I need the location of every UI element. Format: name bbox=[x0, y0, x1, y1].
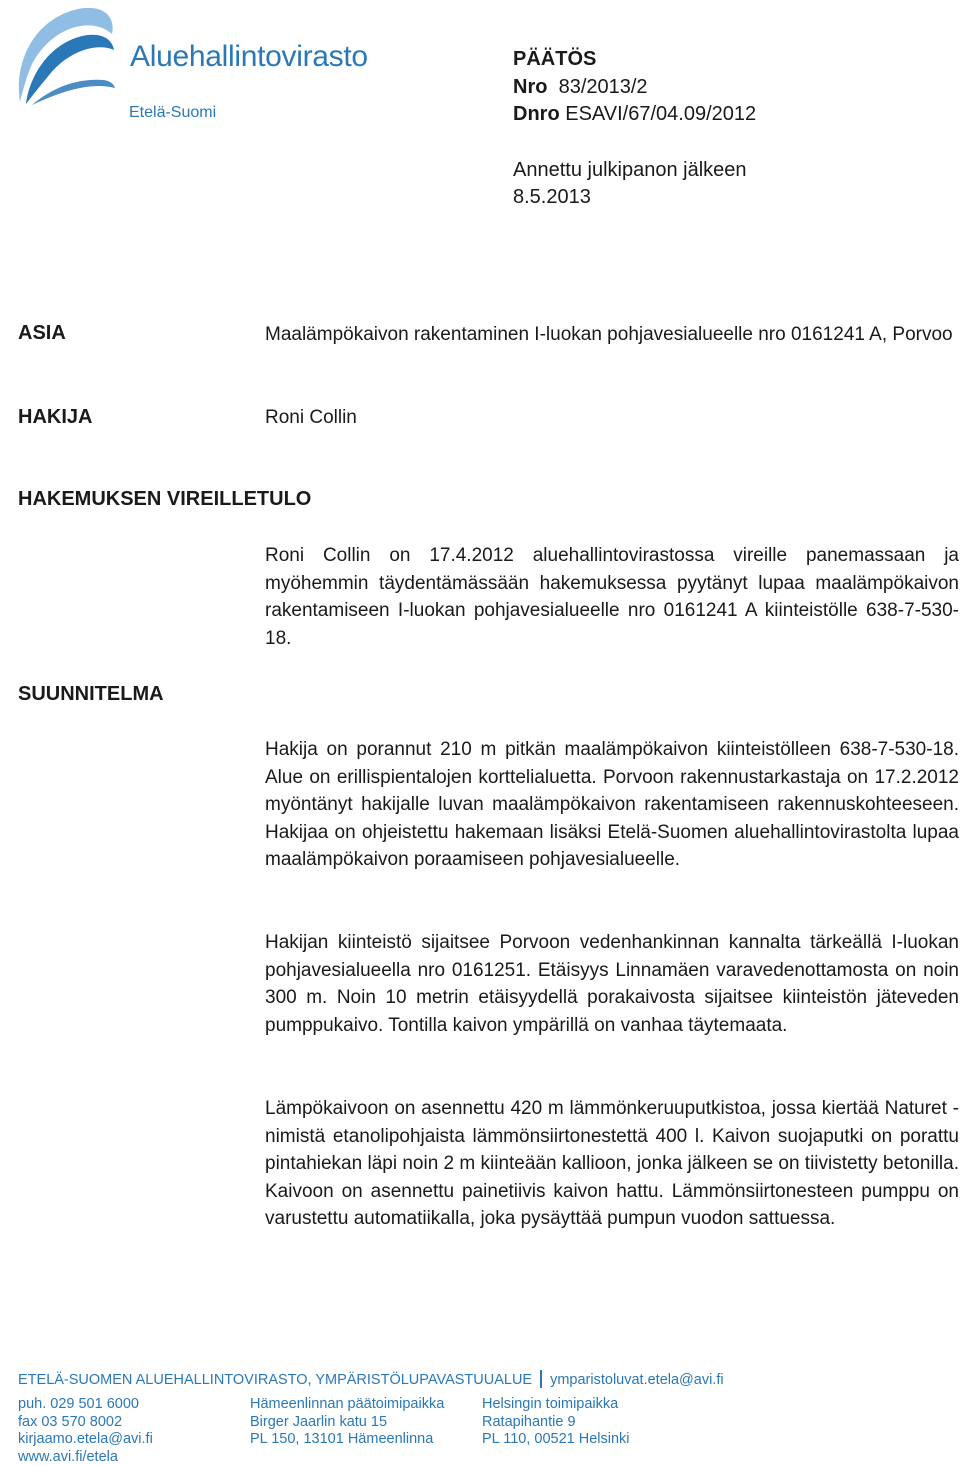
doc-type: PÄÄTÖS bbox=[513, 48, 596, 70]
agency-logo bbox=[12, 4, 392, 114]
vireilletulo-text: Roni Collin on 17.4.2012 aluehallintovirastossa vireille panemassaan ja myöhemmin täydentämässään hakemuksessa pyytänyt lupaa maalämpökaivon rakentamiseen I-luokan pohjavesialueelle nro 0161241 A kiinteistölle 638-7-530-18. bbox=[265, 542, 959, 652]
hakija-text: Roni Collin bbox=[265, 404, 959, 432]
asia-label: ASIA bbox=[18, 322, 66, 345]
nro-label: Nro bbox=[513, 76, 547, 98]
footer-helsinki-po: PL 110, 00521 Helsinki bbox=[482, 1431, 630, 1449]
footer-phone: puh. 029 501 6000 bbox=[18, 1396, 153, 1414]
footer-helsinki-column bbox=[482, 1396, 630, 1449]
page-footer bbox=[18, 1370, 948, 1390]
footer-hq-title: Hämeenlinnan päätoimipaikka bbox=[250, 1396, 444, 1414]
footer-hameenlinna-column bbox=[250, 1396, 444, 1449]
dnro-label: Dnro bbox=[513, 103, 560, 125]
dnro-value: ESAVI/67/04.09/2012 bbox=[565, 103, 756, 125]
footer-helsinki-title: Helsingin toimipaikka bbox=[482, 1396, 630, 1414]
footer-hq-street: Birger Jaarlin katu 15 bbox=[250, 1414, 444, 1432]
nro-value: 83/2013/2 bbox=[559, 76, 648, 98]
vireilletulo-label: HAKEMUKSEN VIREILLETULO bbox=[18, 488, 311, 511]
given-date-line2: 8.5.2013 bbox=[513, 184, 756, 212]
footer-fax: fax 03 570 8002 bbox=[18, 1414, 153, 1432]
hakija-label: HAKIJA bbox=[18, 406, 92, 429]
suunnitelma-label: SUUNNITELMA bbox=[18, 683, 164, 706]
asia-text: Maalämpökaivon rakentaminen I-luokan pohjavesialueelle nro 0161241 A, Porvoo bbox=[265, 321, 959, 349]
footer-helsinki-street: Ratapihantie 9 bbox=[482, 1414, 630, 1432]
suunnitelma-paragraph-3: Lämpökaivoon on asennettu 420 m lämmönkeruuputkistoa, jossa kiertää Naturet -nimistä etanolipohjaista lämmönsiirtonestettä 400 l. Kaivon suojaputki on porattu pintahiekan läpi noin 2 m kiinteään kallioon, jonka jälkeen se on tiivistetty betonilla. Kaivoon on asennettu painetiivis kaivon hattu. Lämmönsiirtonesteen pumppu on varustettu automatiikalla, joka pysäyttää pumpun vuodon sattuessa. bbox=[265, 1095, 959, 1233]
decision-header bbox=[513, 46, 756, 212]
footer-website[interactable]: www.avi.fi/etela bbox=[18, 1449, 153, 1466]
footer-email-main[interactable]: ymparistoluvat.etela@avi.fi bbox=[550, 1372, 723, 1388]
logo-emblem-icon bbox=[12, 4, 122, 109]
given-date-line1: Annettu julkipanon jälkeen bbox=[513, 157, 756, 185]
region-label: Etelä-Suomi bbox=[129, 104, 216, 122]
footer-email[interactable]: kirjaamo.etela@avi.fi bbox=[18, 1431, 153, 1449]
footer-org: ETELÄ-SUOMEN ALUEHALLINTOVIRASTO, YMPÄRISTÖLUPAVASTUUALUE bbox=[18, 1372, 532, 1388]
suunnitelma-paragraph-1: Hakija on porannut 210 m pitkän maalämpökaivon kiinteistölleen 638-7-530-18. Alue on erillispientalojen korttelialuetta. Porvoon rakennustarkastaja on 17.2.2012 myöntänyt hakijalle luvan maalämpökaivon rakentamiseen rakennuskohteeseen. Hakijaa on ohjeistettu hakemaan lisäksi Etelä-Suomen aluehallintovirastolta lupaa maalämpökaivon poraamiseen pohjavesialueelle. bbox=[265, 736, 959, 874]
suunnitelma-paragraph-2: Hakijan kiinteistö sijaitsee Porvoon vedenhankinnan kannalta tärkeällä I-luokan pohjavesialueella nro 0161251. Etäisyys Linnamäen varavedenottamosta on noin 300 m. Noin 10 metrin etäisyydellä porakaivosta sijaitsee kiinteistön jäteveden pumppukaivo. Tontilla kaivon ympärillä on vanhaa täytemaata. bbox=[265, 929, 959, 1039]
logo-wordmark: Aluehallintovirasto bbox=[130, 40, 368, 74]
footer-contact-column bbox=[18, 1396, 153, 1466]
footer-hq-po: PL 150, 13101 Hämeenlinna bbox=[250, 1431, 444, 1449]
footer-separator bbox=[540, 1370, 542, 1388]
